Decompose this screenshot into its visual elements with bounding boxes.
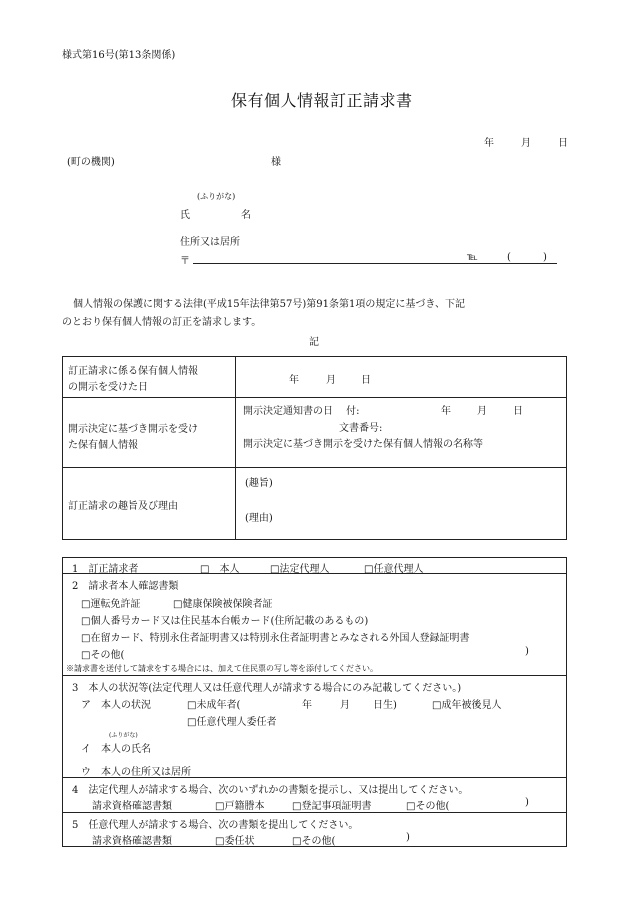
table1-divider bbox=[235, 356, 236, 540]
person-address-label: ウ 本人の住所又は居所 bbox=[81, 767, 191, 778]
health-insurance-checkbox[interactable]: □健康保険被保険者証 bbox=[173, 599, 273, 610]
postal-mark: 〒 bbox=[180, 256, 190, 267]
legal-other-checkbox[interactable]: □その他( bbox=[406, 801, 450, 812]
requester-furigana: (ふりがな) bbox=[197, 192, 236, 201]
purpose-label: (趣旨) bbox=[245, 478, 273, 489]
date-year-label: 年 bbox=[484, 138, 494, 149]
ki-label: 記 bbox=[309, 337, 319, 348]
notice-year: 年 bbox=[441, 406, 451, 417]
voluntary-principal-checkbox[interactable]: □任意代理人委任者 bbox=[187, 717, 277, 728]
requester-address-label: 住所又は居所 bbox=[180, 237, 240, 248]
tel-mark: ℡ bbox=[467, 252, 478, 263]
requester-name-label-2: 名 bbox=[241, 210, 251, 221]
minor-birth-year: 年 bbox=[302, 700, 312, 711]
requester-self-checkbox[interactable]: □ 本人 bbox=[200, 564, 240, 575]
section5-title: 5 任意代理人が請求する場合、次の書類を提出してください。 bbox=[72, 820, 359, 831]
section4-title: 4 法定代理人が請求する場合、次のいずれかの書類を提示し、又は提出してください。 bbox=[72, 785, 469, 796]
table2-divider-2 bbox=[62, 675, 567, 676]
agent-other-checkbox[interactable]: □その他( bbox=[292, 836, 336, 847]
addressee-label: (町の機関) bbox=[67, 157, 115, 168]
person-name-furigana: (ふりがな) bbox=[109, 732, 138, 739]
minor-checkbox[interactable]: □未成年者( bbox=[187, 700, 241, 711]
document-number-label: 文書番号: bbox=[339, 423, 383, 434]
agent-docs-label: 請求資格確認書類 bbox=[92, 836, 172, 847]
person-status-label: ア 本人の状況 bbox=[81, 700, 151, 711]
disclosed-info-name-label: 開示決定に基づき開示を受けた保有個人情報の名称等 bbox=[243, 439, 483, 450]
body-paragraph-line2: のとおり保有個人情報の訂正を請求します。 bbox=[62, 317, 262, 328]
table1-row-divider-2 bbox=[62, 467, 567, 468]
disclosed-info-label-2: た保有個人情報 bbox=[68, 440, 138, 451]
notice-month: 月 bbox=[477, 406, 487, 417]
minor-birth-month: 月 bbox=[340, 700, 350, 711]
date-month-label: 月 bbox=[521, 138, 531, 149]
my-number-card-checkbox[interactable]: □個人番号カード又は住民基本台帳カード(住所記載のあるもの) bbox=[81, 616, 369, 627]
disclosure-month: 月 bbox=[326, 375, 336, 386]
notice-date-label: 開示決定通知書の日 付: bbox=[243, 406, 360, 417]
address-underline bbox=[193, 263, 557, 264]
legal-representative-checkbox[interactable]: □法定代理人 bbox=[270, 564, 330, 575]
date-day-label: 日 bbox=[558, 138, 568, 149]
form-number: 様式第16号(第13条関係) bbox=[62, 50, 176, 61]
body-paragraph-line1: 個人情報の保護に関する法律(平成15年法律第57号)第91条第1項の規定に基づき、下記 bbox=[73, 299, 465, 310]
tel-paren-close: ) bbox=[543, 252, 547, 263]
requester-name-label-1: 氏 bbox=[180, 210, 190, 221]
drivers-license-checkbox[interactable]: □運転免許証 bbox=[81, 599, 141, 610]
notice-day: 日 bbox=[513, 406, 523, 417]
power-of-attorney-checkbox[interactable]: □委任状 bbox=[215, 836, 255, 847]
family-register-checkbox[interactable]: □戸籍謄本 bbox=[215, 801, 265, 812]
section3-title: 3 本人の状況等(法定代理人又は任意代理人が請求する場合にのみ記載してください。) bbox=[72, 683, 462, 694]
honorific-label: 様 bbox=[271, 157, 281, 168]
other-document-checkbox[interactable]: □その他( bbox=[81, 650, 125, 661]
disclosure-day: 日 bbox=[361, 375, 371, 386]
registry-certificate-checkbox[interactable]: □登記事項証明書 bbox=[292, 801, 372, 812]
section1-title: 1 訂正請求者 bbox=[72, 564, 139, 575]
disclosure-year: 年 bbox=[289, 375, 299, 386]
disclosed-info-label-1: 開示決定に基づき開示を受け bbox=[68, 424, 198, 435]
mail-request-note: ※請求書を送付して請求をする場合には、加えて住民票の写し等を添付してください。 bbox=[66, 664, 378, 673]
purpose-reason-label: 訂正請求の趣旨及び理由 bbox=[68, 501, 178, 512]
disclosure-date-label-2: の開示を受けた日 bbox=[68, 382, 148, 393]
tel-paren-open: ( bbox=[507, 252, 511, 263]
adult-ward-checkbox[interactable]: □成年被後見人 bbox=[432, 700, 502, 711]
legal-other-close: ) bbox=[525, 797, 529, 808]
legal-docs-label: 請求資格確認書類 bbox=[92, 801, 172, 812]
agent-other-close: ) bbox=[406, 832, 410, 843]
residence-card-checkbox[interactable]: □在留カード、特別永住者証明書又は特別永住者証明書とみなされる外国人登録証明書 bbox=[81, 633, 470, 644]
disclosure-date-label-1: 訂正請求に係る保有個人情報 bbox=[68, 366, 198, 377]
person-name-label: イ 本人の氏名 bbox=[81, 744, 151, 755]
minor-birth-day: 日生) bbox=[373, 700, 397, 711]
voluntary-agent-checkbox[interactable]: □任意代理人 bbox=[364, 564, 424, 575]
section2-title: 2 請求者本人確認書類 bbox=[72, 581, 179, 592]
other-document-close: ) bbox=[525, 646, 529, 657]
page-title: 保有個人情報訂正請求書 bbox=[231, 91, 413, 110]
reason-label: (理由) bbox=[245, 513, 273, 524]
table2-divider-4 bbox=[62, 812, 567, 813]
table1-row-divider-1 bbox=[62, 397, 567, 398]
